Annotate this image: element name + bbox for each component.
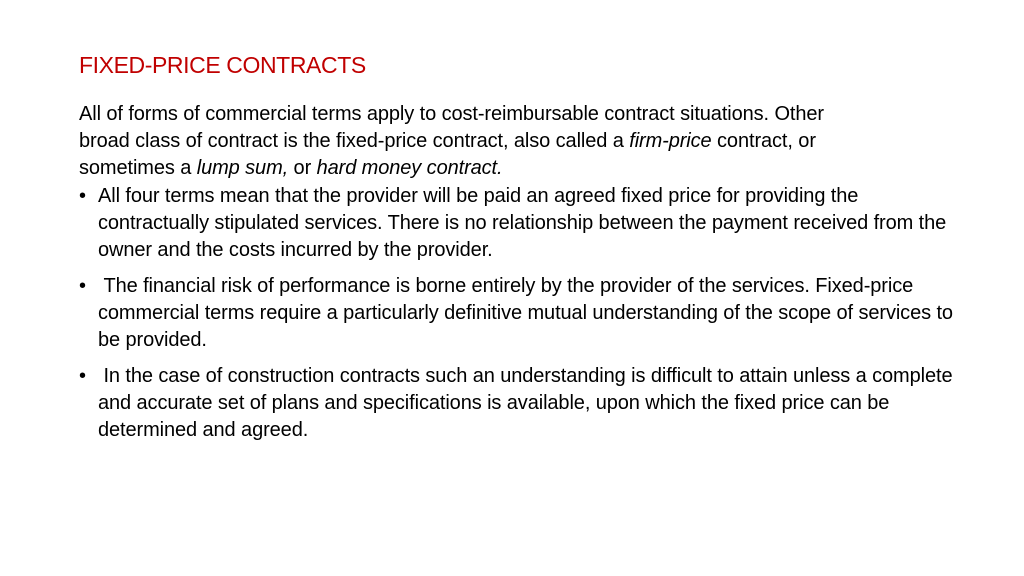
bullet-text: All four terms mean that the provider will be paid an agreed fixed price for providing the contractually stipulated services. There is no relationship between the payment received from the owner and the costs incurred by the provider.: [98, 185, 947, 261]
bullet-text: In the case of construction contracts such an understanding is difficult to attain unless a complete and accurate set of plans and specifications is available, upon which the fixed price can be determined and agreed.: [98, 365, 958, 441]
intro-text-3: or: [288, 157, 317, 179]
bullet-glyph: •: [79, 365, 86, 387]
bullet-glyph: •: [79, 185, 86, 207]
intro-term-lump-sum: lump sum,: [196, 157, 289, 179]
bullet-item: [79, 363, 959, 444]
bullet-glyph: •: [79, 275, 86, 297]
intro-term-firm-price: firm-price: [629, 130, 712, 152]
bullet-list: [79, 183, 959, 444]
intro-paragraph: [79, 101, 879, 182]
bullet-item: [79, 183, 959, 264]
intro-text-2: contract, or sometimes a: [79, 130, 816, 179]
slide-body: [79, 101, 959, 453]
bullet-item: [79, 273, 959, 354]
bullet-text: The financial risk of performance is borne entirely by the provider of the services. Fixed-price commercial terms require a particularly definitive mutual understanding of the scope of services to be provided.: [98, 275, 959, 351]
intro-text-1: All of forms of commercial terms apply to cost-reimbursable contract situations. Other broad class of contract is the fixed-price contract, also called a: [79, 103, 824, 152]
slide-title: FIXED-PRICE CONTRACTS: [79, 52, 366, 78]
intro-term-hard-money: hard money contract.: [316, 157, 503, 179]
